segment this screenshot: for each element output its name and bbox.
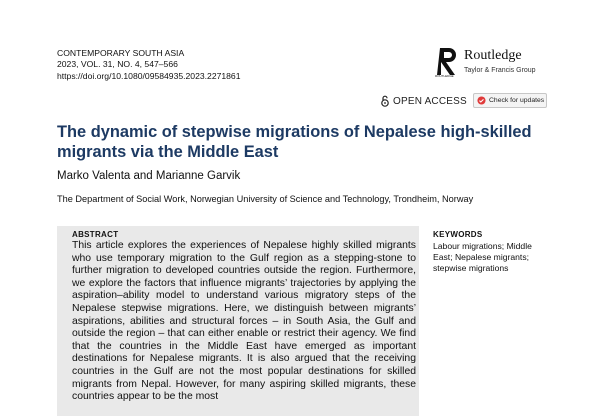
- journal-meta: [57, 48, 241, 82]
- article-authors: Marko Valenta and Marianne Garvik: [57, 170, 241, 182]
- check-updates-label: Check for updates: [489, 97, 545, 104]
- journal-doi-link[interactable]: https://doi.org/10.1080/09584935.2023.2271861: [57, 70, 241, 81]
- routledge-logo-icon: [434, 46, 460, 78]
- publisher-logo: [434, 46, 554, 80]
- keywords-list: Labour migrations; Middle East; Nepalese migrants; stepwise migrations: [433, 241, 532, 273]
- author-affiliation: The Department of Social Work, Norwegian University of Science and Technology, Trondheim, Norway: [57, 194, 474, 204]
- abstract-heading: ABSTRACT: [72, 230, 119, 239]
- article-title: The dynamic of stepwise migrations of Nepalese high-skilled migrants via the Middle East: [57, 123, 532, 161]
- open-access-badge: [380, 95, 467, 107]
- abstract-body: This article explores the experiences of Nepalese highly skilled migrants who use temporary migration to the Gulf region as a stepping-stone to further migration to developed countries outside the region. Furthermore, we explore the factors that influence migrants’ trajectories by applying the aspiration–ability model to understand various migratory steps of the Nepalese stepwise migrations. Here, we distinguish between migrants’ aspirations, abilities and structural forces – in South Asia, the Gulf and outside the region – that can either enable or restrict their agency. We find that the countries in the Middle East have emerged as important destinations for Nepalese migrants. It is also argued that the receiving countries in the Gulf are not the most popular destinations for skilled migrants from Nepal. However, for many aspiring skilled migrants, these countries appear to be the most: [72, 240, 416, 403]
- open-access-label: OPEN ACCESS: [393, 95, 467, 107]
- publisher-name: Routledge: [464, 48, 522, 63]
- journal-name: CONTEMPORARY SOUTH ASIA: [57, 48, 185, 58]
- open-lock-icon: [380, 95, 390, 107]
- keywords-heading: KEYWORDS: [433, 230, 483, 239]
- check-updates-icon: [477, 96, 486, 105]
- publisher-subtitle: Taylor & Francis Group: [464, 67, 536, 74]
- logo-side-text: ROUTLEDGE: [435, 74, 454, 78]
- journal-volume: 2023, VOL. 31, NO. 4, 547–566: [57, 59, 178, 70]
- check-for-updates-button[interactable]: [473, 93, 547, 108]
